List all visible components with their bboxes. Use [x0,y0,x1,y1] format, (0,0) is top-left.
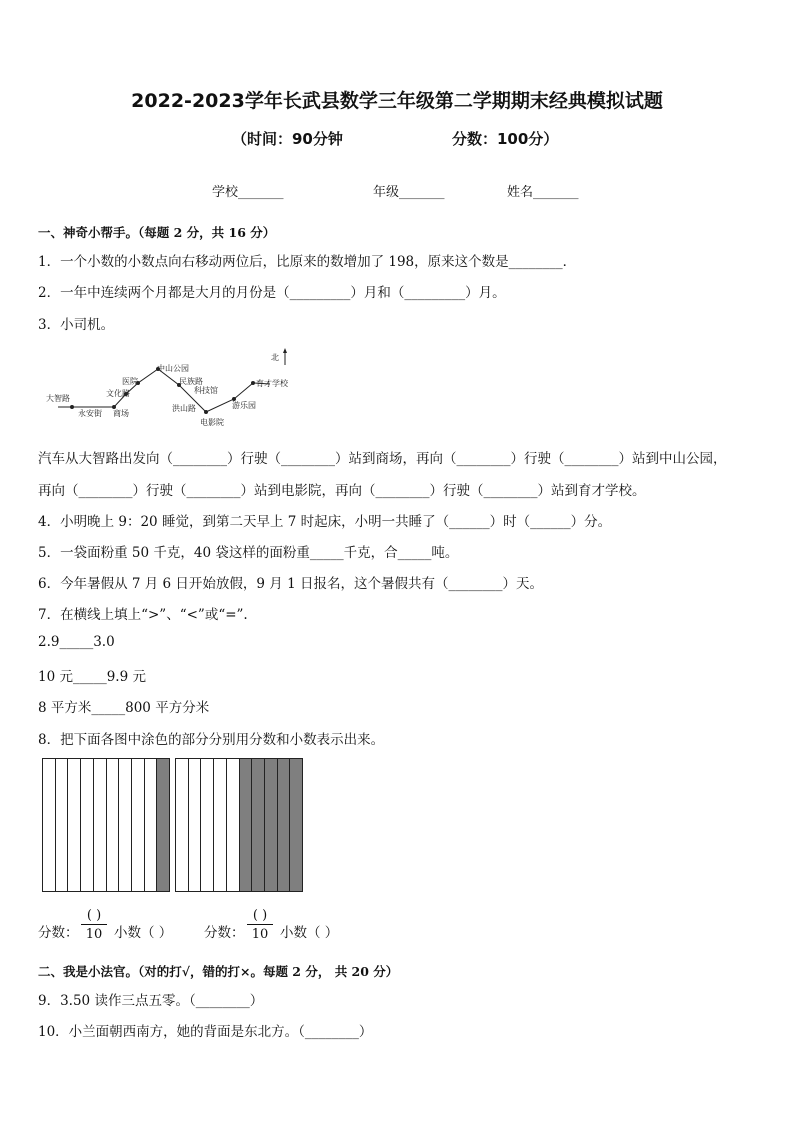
question-7: 7．在横线上填上“>”、“<”或“=”. [38,607,248,623]
map-label-amusement: 游乐园 [232,401,256,410]
strip [227,759,240,891]
strip [119,759,132,891]
strip [214,759,227,891]
map-north: 北 [271,353,279,362]
question-7a: 2.9_____3.0 [38,634,115,650]
question-6: 6．今年暑假从 7 月 6 日开始放假，9 月 1 日报名，这个暑假共有（________）天。 [38,576,543,592]
section-1-heading: 一、神奇小帮手。（每题 2 分，共 16 分） [38,225,276,240]
route-map [40,346,310,432]
grade-field: 年级_______ [373,185,445,200]
decimal-label-2: 小数（ ） [280,925,339,941]
map-label-school: 育才学校 [256,379,288,388]
shaded-strip [240,759,253,891]
page-title: 2022-2023学年长武县数学三年级第二学期期末经典模拟试题 [131,90,663,112]
strip [56,759,69,891]
fraction-1 [81,908,107,942]
section-2-heading: 二、我是小法官。（对的打√，错的打×。每题 2 分， 共 20 分） [38,964,399,979]
question-3: 3．小司机。 [38,317,115,333]
strip [132,759,145,891]
name-field: 姓名_______ [507,185,579,200]
map-label-kejiguan: 科技馆 [194,386,218,395]
fraction-1-denominator: 10 [85,927,103,942]
map-label-dazhi: 大智路 [46,394,70,403]
question-7b: 10 元_____9.9 元 [38,669,146,685]
decimal-label-1: 小数（ ） [114,925,173,941]
question-9: 9．3.50 读作三点五零。（________） [38,993,264,1009]
figure-1-strips [42,758,170,892]
strip [176,759,189,891]
question-1: 1．一个小数的小数点向右移动两位后，比原来的数增加了 198，原来这个数是________． [38,254,577,270]
map-label-wenhua: 文化路 [106,389,130,398]
question-5: 5．一袋面粉重 50 千克，40 袋这样的面粉重_____千克，合_____吨。 [38,545,459,561]
map-label-park: 中山公园 [157,364,189,373]
map-label-yongan: 永安街 [78,409,102,418]
fraction-label-2: 分数： [204,925,245,941]
map-label-hospital: 医院 [122,377,138,386]
question-4: 4．小明晚上 9：20 睡觉，到第二天早上 7 时起床，小明一共睡了（______）时（______）分。 [38,514,612,530]
shaded-strip [265,759,278,891]
map-label-cinema: 电影院 [200,418,224,427]
strip [81,759,94,891]
score-label: 分数：100分） [452,130,559,148]
fraction-2-numerator: ( ) [247,908,273,925]
strip [68,759,81,891]
map-label-minzu: 民族路 [179,377,203,386]
shaded-strip [252,759,265,891]
question-3-line-1: 汽车从大智路出发向（________）行驶（________）站到商场，再向（________）行驶（________）站到中山公园， [38,451,727,467]
question-7c: 8 平方米_____800 平方分米 [38,700,210,716]
fraction-2 [247,908,273,942]
shaded-strip [278,759,291,891]
strip [43,759,56,891]
time-label: （时间：90分钟 [232,130,343,148]
question-10: 10．小兰面朝西南方，她的背面是东北方。（________） [38,1024,373,1040]
question-3-line-2: 再向（________）行驶（________）站到电影院，再向（________）行驶（________）站到育才学校。 [38,483,646,499]
strip [189,759,202,891]
figure-2-strips [175,758,303,892]
strip [145,759,158,891]
strip [201,759,214,891]
strip [107,759,120,891]
shaded-strip [157,759,169,891]
fraction-2-denominator: 10 [251,927,269,942]
map-label-mall: 商场 [113,409,129,418]
school-field: 学校_______ [212,185,284,200]
question-8: 8．把下面各图中涂色的部分分别用分数和小数表示出来。 [38,732,385,748]
strip [94,759,107,891]
fraction-label-1: 分数： [38,925,79,941]
shaded-strip [290,759,302,891]
question-2: 2．一年中连续两个月都是大月的月份是（_________）月和（_________）月。 [38,285,506,301]
fraction-1-numerator: ( ) [81,908,107,925]
map-label-hongshan: 洪山路 [172,404,196,413]
